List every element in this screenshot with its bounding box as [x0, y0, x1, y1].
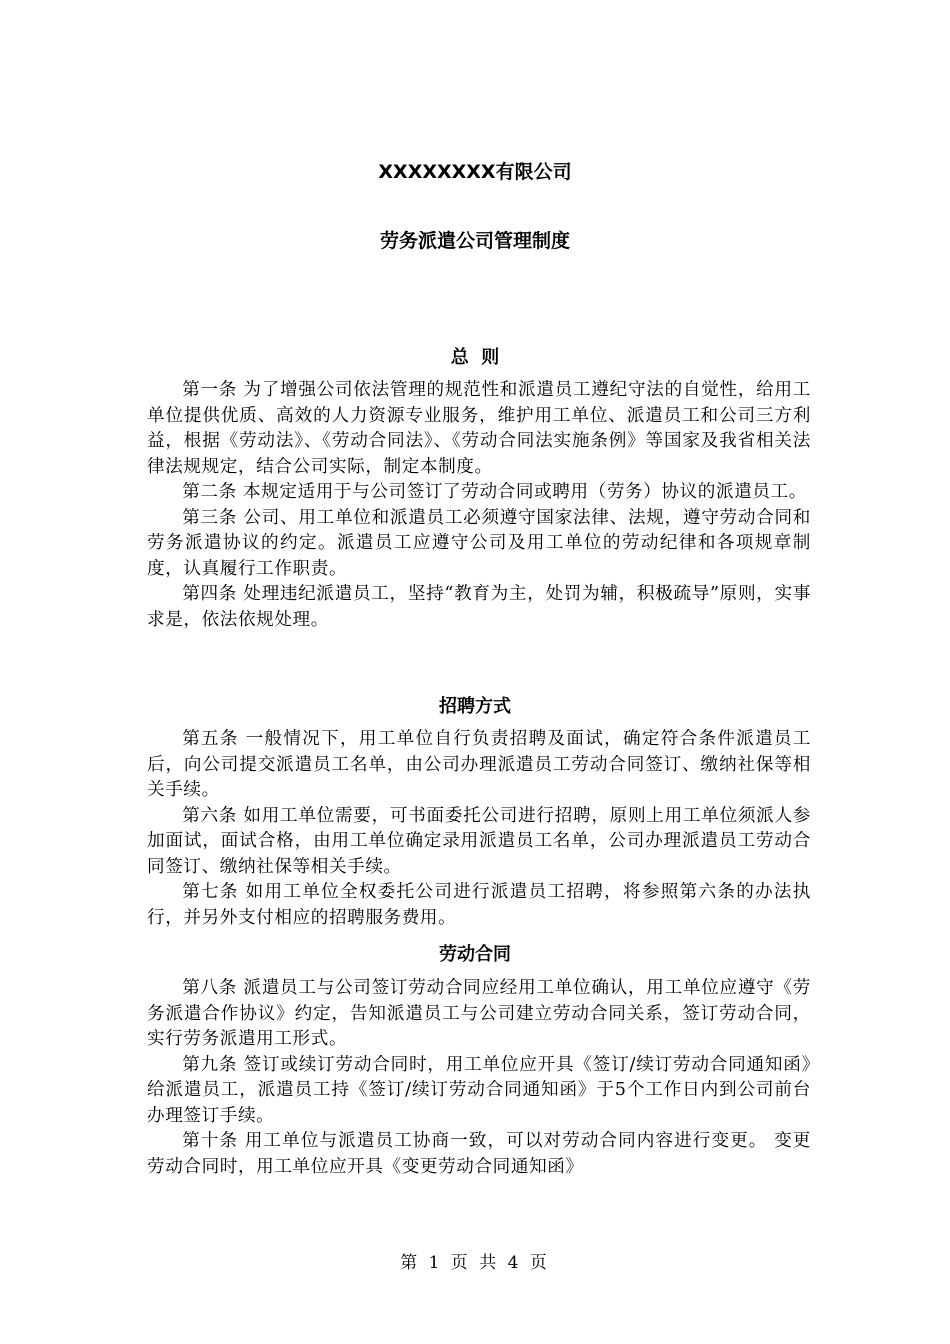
section-body-contract — [147, 976, 811, 1180]
article-3: 第三条 公司、用工单位和派遣员工必须遵守国家法律、法规，遵守劳动合同和劳务派遣协议的约定。派遣员工应遵守公司及用工单位的劳动纪律和各项规章制度，认真履行工作职责。 — [147, 507, 811, 579]
article-2: 第二条 本规定适用于与公司签订了劳动合同或聘用（劳务）协议的派遣员工。 — [182, 482, 807, 502]
section-body-recruitment — [147, 727, 811, 931]
article-6: 第六条 如用工单位需要，可书面委托公司进行招聘，原则上用工单位须派人参加面试，面试合格，由用工单位确定录用派遣员工名单，公司办理派遣员工劳动合同签订、缴纳社保等相关手续。 — [147, 805, 811, 877]
article-10: 第十条 用工单位与派遣员工协商一致，可以对劳动合同内容进行变更。 变更劳动合同时，用工单位应开具《变更劳动合同通知函》 — [147, 1131, 811, 1177]
article-7: 第七条 如用工单位全权委托公司进行派遣员工招聘，将参照第六条的办法执行，并另外支付相应的招聘服务费用。 — [147, 882, 811, 928]
section-body-general — [147, 378, 811, 633]
section-heading-general: 总 则 — [450, 347, 500, 368]
section-heading-recruitment: 招聘方式 — [439, 696, 511, 717]
article-9: 第九条 签订或续订劳动合同时，用工单位应开具《签订/续订劳动合同通知函》给派遣员工，派遣员工持《签订/续订劳动合同通知函》于5个工作日内到公司前台办理签订手续。 — [147, 1054, 811, 1126]
article-4: 第四条 处理违纪派遣员工，坚持“教育为主，处罚为辅，积极疏导”原则，实事求是，依法依规处理。 — [147, 584, 811, 630]
company-name: XXXXXXXX有限公司 — [378, 161, 572, 183]
section-heading-contract: 劳动合同 — [439, 944, 511, 965]
page-number: 第 1 页 共 4 页 — [400, 1253, 550, 1273]
document-title: 劳务派遣公司管理制度 — [379, 230, 570, 252]
article-5: 第五条 一般情况下，用工单位自行负责招聘及面试，确定符合条件派遣员工后，向公司提交派遣员工名单，由公司办理派遣员工劳动合同签订、缴纳社保等相关手续。 — [147, 729, 811, 800]
article-1: 第一条 为了增强公司依法管理的规范性和派遣员工遵纪守法的自觉性，给用工单位提供优质、高效的人力资源专业服务，维护用工单位、派遣员工和公司三方利益，根据《劳动法》、《劳动合同法》、《劳动合同法实施条例》等国家及我省相关法律法规规定，结合公司实际，制定本制度。 — [147, 380, 811, 477]
article-8: 第八条 派遣员工与公司签订劳动合同应经用工单位确认，用工单位应遵守《劳务派遣合作协议》约定，告知派遣员工与公司建立劳动合同关系，签订劳动合同，实行劳务派遣用工形式。 — [147, 978, 811, 1049]
